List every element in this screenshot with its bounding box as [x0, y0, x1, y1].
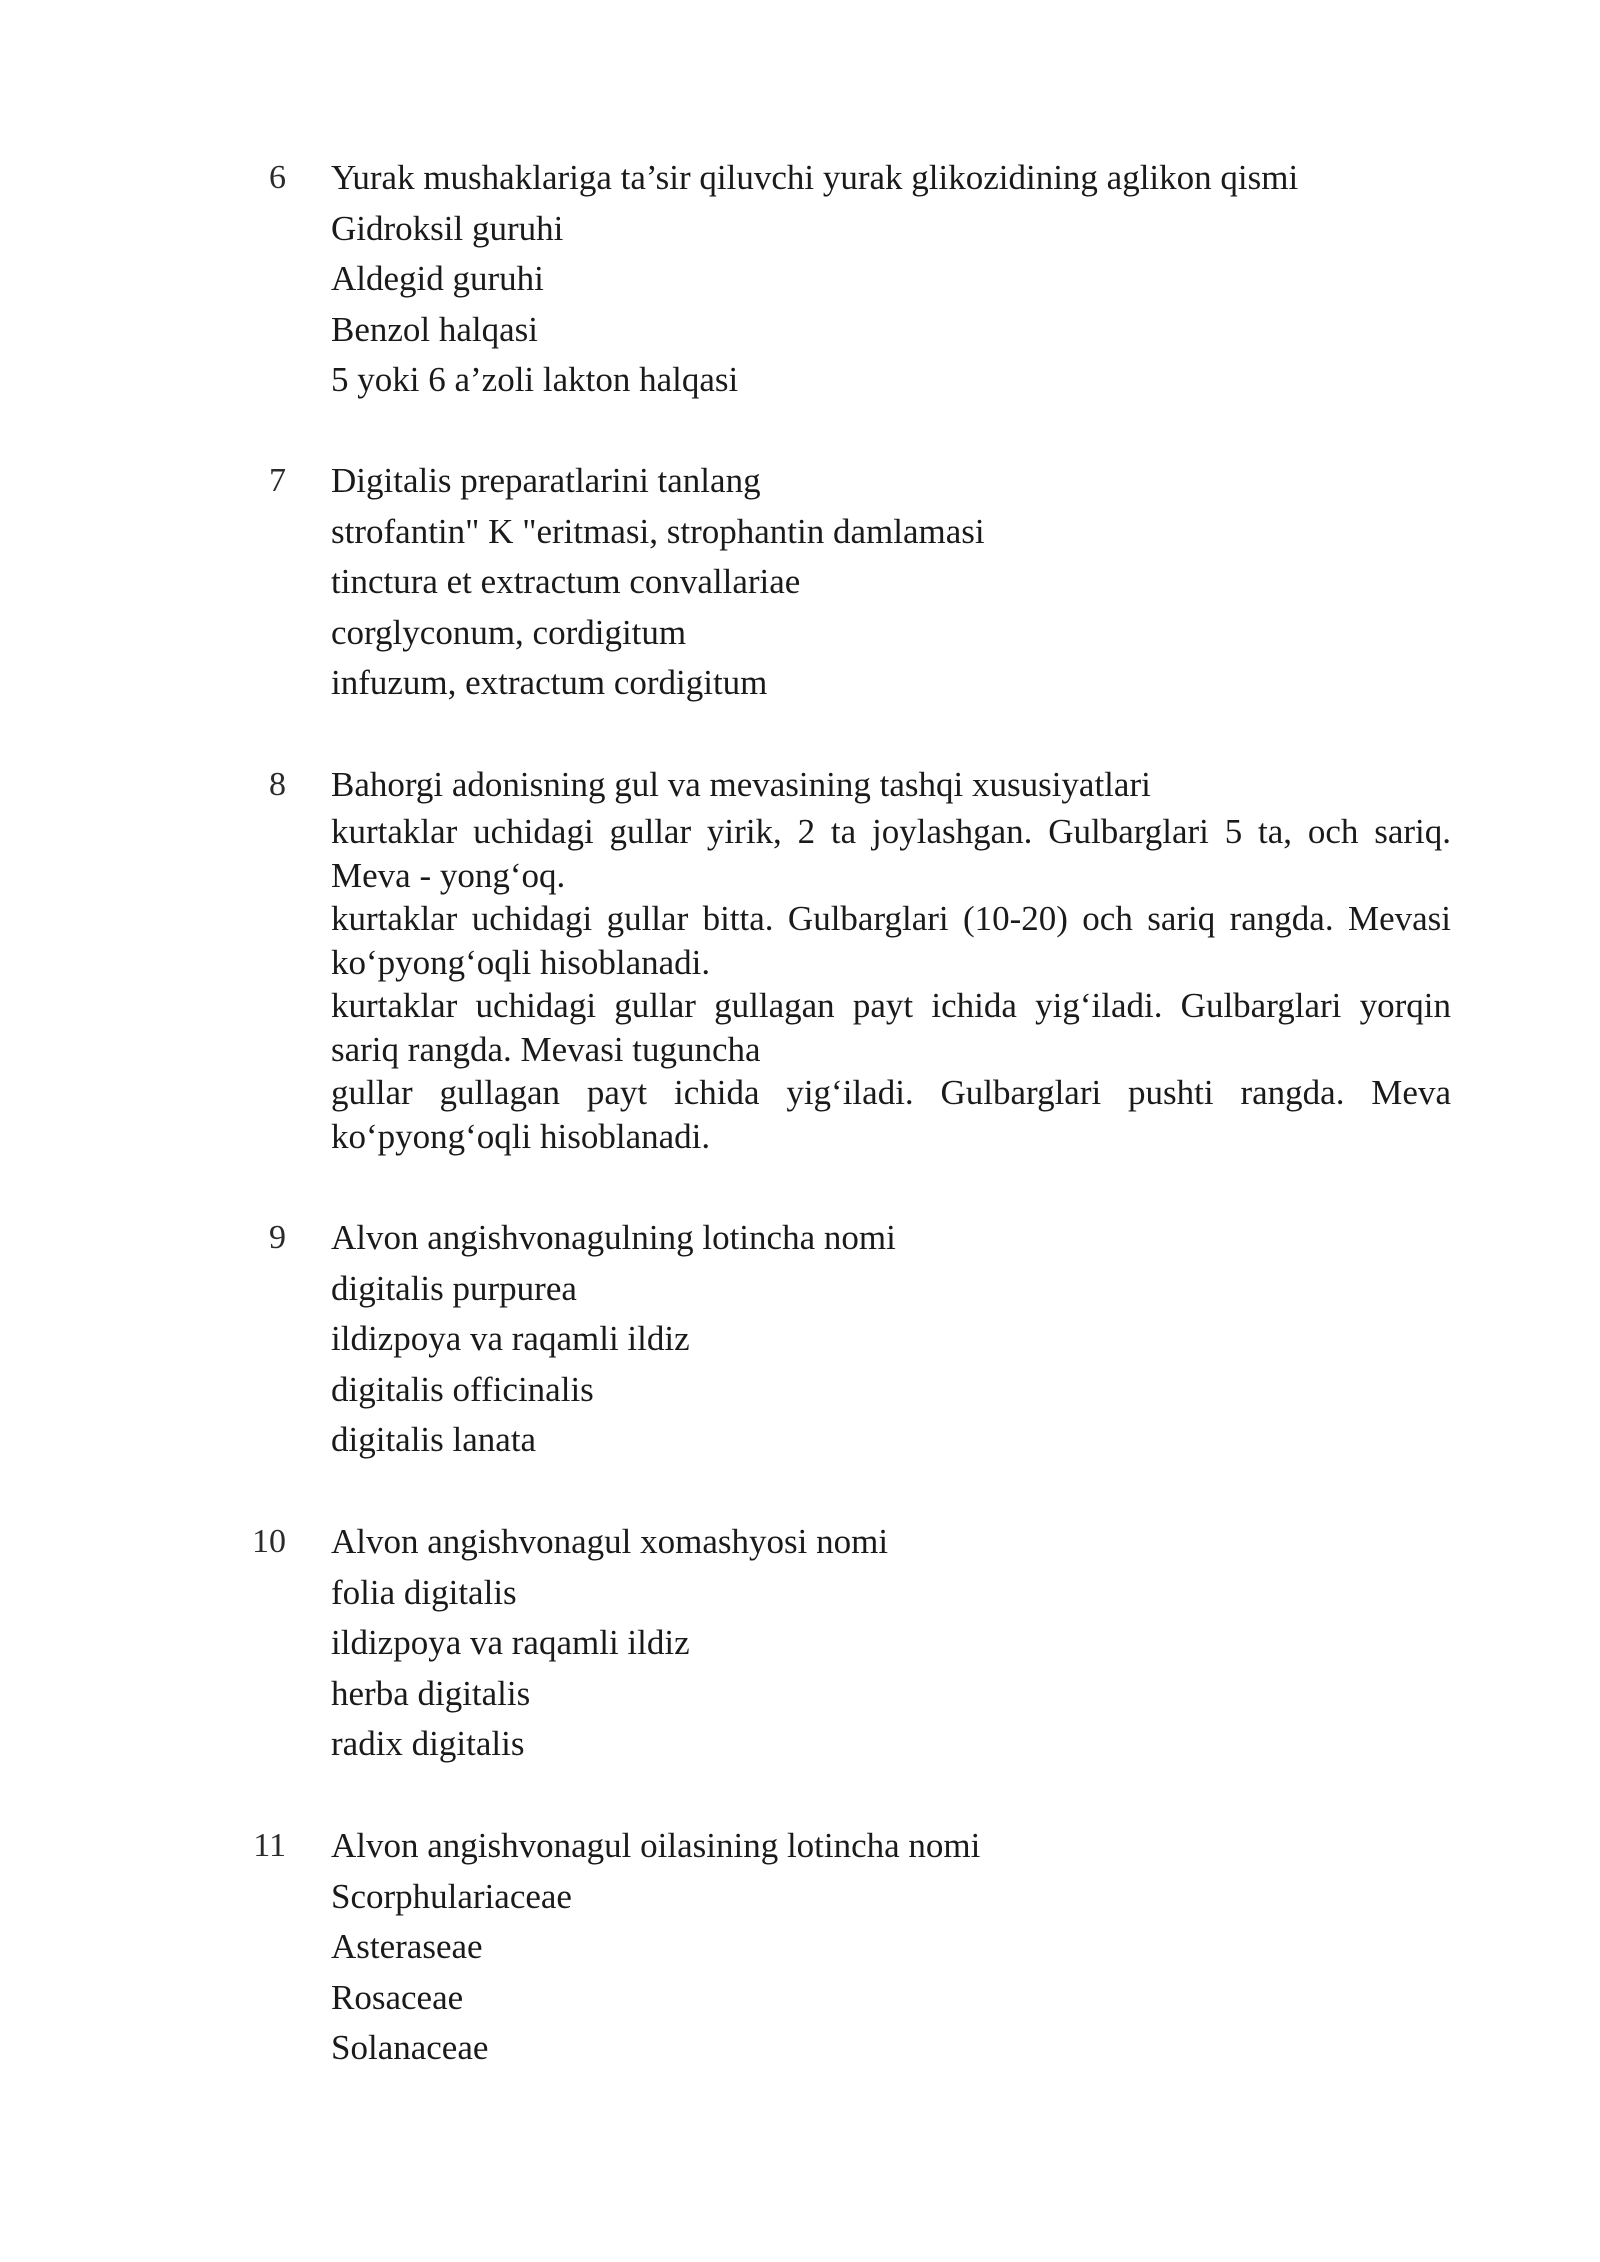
question-text: Alvon angishvonagul oilasining lotincha nomi: [331, 1826, 981, 1865]
answer-option: corglyconum, cordigitum: [331, 612, 687, 652]
answer-option: Rosaceae: [331, 1977, 464, 2017]
question-body: [331, 760, 1451, 1158]
question-body: [331, 1213, 1451, 1466]
answer-option: kurtaklar uchidagi gullar yirik, 2 ta joylashgan. Gulbarglari 5 ta, och sariq. Meva - yong‘oq.: [331, 812, 1451, 895]
answer-option: Scorphulariaceae: [331, 1876, 572, 1916]
question-number: 7: [269, 462, 286, 499]
answer-option: Asteraseae: [331, 1927, 483, 1967]
question-number: 6: [269, 159, 286, 196]
answer-option: herba digitalis: [331, 1673, 531, 1713]
answer-option: kurtaklar uchidagi gullar bitta. Gulbarglari (10-20) och sariq rangda. Mevasi ko‘pyong‘oqli hisoblanadi.: [331, 899, 1451, 982]
question-number: 10: [252, 1523, 286, 1560]
answer-option: infuzum, extractum cordigitum: [331, 663, 768, 703]
answer-option: Benzol halqasi: [331, 309, 539, 349]
question-number: 11: [253, 1827, 286, 1864]
answer-option: radix digitalis: [331, 1724, 525, 1764]
answer-option: tinctura et extractum convallariae: [331, 562, 801, 602]
question-body: [331, 1821, 1451, 2074]
answer-option: Aldegid guruhi: [331, 259, 544, 299]
question-body: [331, 456, 1451, 709]
answer-option: ildizpoya va raqamli ildiz: [331, 1319, 690, 1359]
answer-option: gullar gullagan payt ichida yig‘iladi. Gulbarglari pushti rangda. Meva ko‘pyong‘oqli hisoblanadi.: [331, 1073, 1451, 1156]
answer-option: folia digitalis: [331, 1572, 517, 1612]
answer-option: digitalis purpurea: [331, 1268, 577, 1308]
answer-option: digitalis lanata: [331, 1420, 537, 1460]
answer-option: 5 yoki 6 a’zoli lakton halqasi: [331, 360, 739, 400]
question-text: Alvon angishvonagulning lotincha nomi: [331, 1218, 896, 1257]
question-text: Digitalis preparatlarini tanlang: [331, 461, 761, 500]
answer-option: digitalis officinalis: [331, 1369, 594, 1409]
answer-option: ildizpoya va raqamli ildiz: [331, 1623, 690, 1663]
question-number: 9: [269, 1219, 286, 1256]
question-text: Yurak mushaklariga ta’sir qiluvchi yurak glikozidining aglikon qismi: [331, 158, 1299, 197]
question-text: Bahorgi adonisning gul va mevasining tashqi xususiyatlari: [331, 765, 1151, 804]
answer-option: strofantin" K "eritmasi, strophantin damlamasi: [331, 511, 985, 551]
question-body: [331, 153, 1451, 406]
question-text: Alvon angishvonagul xomashyosi nomi: [331, 1522, 889, 1561]
answer-option: kurtaklar uchidagi gullar gullagan payt ichida yig‘iladi. Gulbarglari yorqin sariq rangda. Mevasi tuguncha: [331, 986, 1451, 1069]
question-body: [331, 1517, 1451, 1770]
answer-option: Solanaceae: [331, 2028, 489, 2068]
question-number: 8: [269, 766, 286, 803]
answer-option: Gidroksil guruhi: [331, 208, 564, 248]
